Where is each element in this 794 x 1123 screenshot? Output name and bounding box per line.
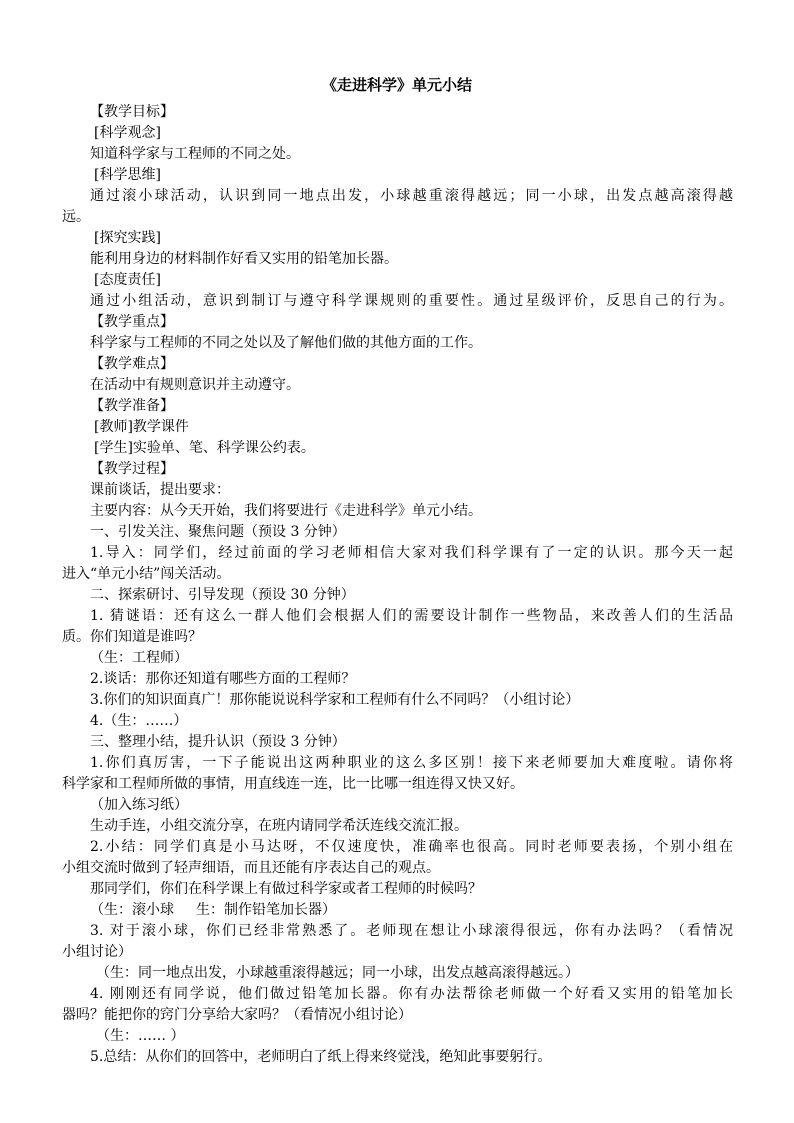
- paragraph-line: 那同学们，你们在科学课上有做过科学家或者工程师的时候吗？: [90, 881, 482, 897]
- heading-difficulties: 【教学难点】: [90, 356, 174, 372]
- answer-part: 生：制作铅笔加长器）: [196, 902, 336, 918]
- paragraph-line: 知道科学家与工程师的不同之处。: [90, 146, 300, 162]
- paragraph-line: 生动手连，小组交流分享，在班内请同学希沃连线交流汇报。: [90, 818, 468, 834]
- paragraph-line: 科学家与工程师的不同之处以及了解他们做的其他方面的工作。: [90, 335, 482, 351]
- answer-part: （生：滚小球: [90, 902, 174, 918]
- heading-teaching-goals: 【教学目标】: [90, 104, 174, 120]
- paragraph-line: 远。: [62, 209, 90, 225]
- paragraph-line: 课前谈话，提出要求：: [90, 482, 230, 498]
- paragraph-line: 5.总结：从你们的回答中，老师明白了纸上得来终觉浅，绝知此事要躬行。: [90, 1049, 552, 1065]
- paragraph-line: 通过小组活动，意识到制订与遵守科学课规则的重要性。通过星级评价，反思自己的行为。: [90, 293, 733, 309]
- paragraph-line: [90, 901, 336, 919]
- subheading-inquiry-practice: [探究实践]: [94, 230, 161, 246]
- paragraph-line: 4.（生：……）: [90, 713, 188, 729]
- heading-process: 【教学过程】: [90, 461, 174, 477]
- heading-preparation: 【教学准备】: [90, 398, 174, 414]
- paragraph-line: [教师]教学课件: [94, 419, 189, 435]
- paragraph-line: 1.你们真厉害，一下子能说出这两种职业的这么多区别！接下来老师要加大难度啦。请你将: [90, 755, 733, 771]
- paragraph-line: （加入练习纸）: [90, 797, 188, 813]
- paragraph-line: 科学家和工程师所做的事情，用直线连一连，比一比哪一组连得又快又好。: [62, 776, 524, 792]
- paragraph-line: 在活动中有规则意识并主动遵守。: [90, 377, 300, 393]
- paragraph-line: 1.导入：同学们，经过前面的学习老师相信大家对我们科学课有了一定的认识。那今天一起: [90, 545, 733, 561]
- paragraph-line: 小组交流时做到了轻声细语，而且还能有序表达自己的观点。: [62, 860, 440, 876]
- paragraph-line: （生：…… ）: [96, 1028, 185, 1044]
- subheading-attitude: [态度责任]: [94, 272, 161, 288]
- paragraph-line: 1. 猜谜语：还有这么一群人他们会根据人们的需要设计制作一些物品，来改善人们的生活品: [90, 608, 733, 624]
- paragraph-line: [学生]实验单、笔、科学课公约表。: [94, 440, 315, 456]
- paragraph-line: （生：工程师）: [90, 650, 188, 666]
- paragraph-line: 小组讨论）: [62, 944, 132, 960]
- paragraph-line: 进入“单元小结”闯关活动。: [62, 566, 231, 582]
- paragraph-line: 2.谈话：那你还知道有哪些方面的工程师？: [90, 671, 356, 687]
- paragraph-line: 4. 刚刚还有同学说，他们做过铅笔加长器。你有办法帮徐老师做一个好看又实用的铅笔加长: [90, 986, 733, 1002]
- paragraph-line: 能利用身边的材料制作好看又实用的铅笔加长器。: [90, 251, 398, 267]
- paragraph-line: 器吗？能把你的窍门分享给大家吗？（看情况小组讨论）: [62, 1007, 412, 1023]
- paragraph-line: 质。你们知道是谁吗？: [62, 629, 202, 645]
- paragraph-line: 3.你们的知识面真广！那你能说说科学家和工程师有什么不同吗？（小组讨论）: [90, 692, 580, 708]
- paragraph-line: 3. 对于滚小球，你们已经非常熟悉了。老师现在想让小球滚得很远，你有办法吗？（看情况: [90, 923, 733, 939]
- subheading-science-concept: [科学观念]: [94, 125, 161, 141]
- paragraph-line: （生：同一地点出发，小球越重滚得越远；同一小球，出发点越高滚得越远。）: [96, 965, 579, 981]
- document-title: 《走进科学》单元小结: [321, 76, 472, 94]
- paragraph-line: 通过滚小球活动，认识到同一地点出发，小球越重滚得越远；同一小球，出发点越高滚得越: [90, 188, 733, 204]
- section-heading: 一、引发关注、聚焦问题（预设 3 分钟）: [90, 524, 346, 540]
- section-heading: 二、探索研讨、引导发现（预设 30 分钟）: [90, 587, 355, 603]
- paragraph-line: 主要内容：从今天开始，我们将要进行《走进科学》单元小结。: [90, 503, 482, 519]
- section-heading: 三、整理小结，提升认识（预设 3 分钟）: [90, 734, 346, 750]
- subheading-science-thinking: [科学思维]: [94, 167, 161, 183]
- heading-key-points: 【教学重点】: [90, 314, 174, 330]
- paragraph-line: 2.小结：同学们真是小马达呀，不仅速度快，准确率也很高。同时老师要表扬，个别小组在: [90, 839, 733, 855]
